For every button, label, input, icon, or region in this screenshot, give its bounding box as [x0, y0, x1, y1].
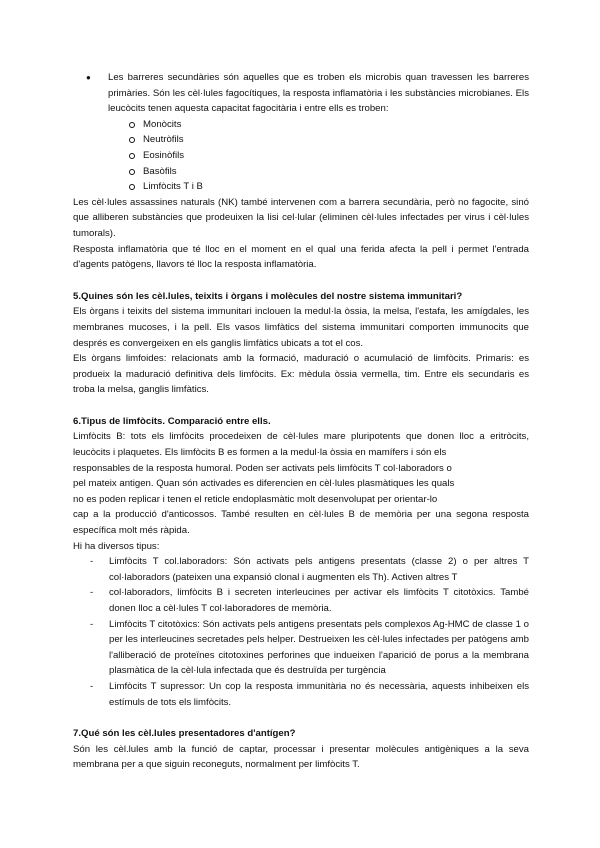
dash-bullet-icon: - — [90, 680, 94, 692]
b-lymphocytes-paragraph — [73, 429, 529, 538]
nk-cells-paragraph: Les cèl·lules assassines naturals (NK) també intervenen com a barrera secundària, però no fagocite, sinó que alliberen substàncies que prodeuixen la lisi cel·lular (eliminen cèl·lules infectades per virus i cèl·lules tumorals). — [73, 196, 529, 239]
section-5-paragraph-organs: Els òrgans i teixits del sistema immunitari inclouen la medul·la òssia, la melsa, l'estafa, les amígdales, les membranes mucoses, i la pell. Els vasos limfàtics del sistema immunitari comporten immunocits que després es convergeixen en els ganglis limfàtics ubicats a tot el cos. — [73, 306, 529, 349]
secondary-barriers-bullet — [73, 70, 529, 117]
circle-bullet-icon — [129, 184, 135, 190]
section-7-heading: 7.Qué són les cèl.lules presentadores d'antígen? — [73, 728, 296, 740]
circle-bullet-icon — [129, 169, 135, 175]
text-line: cap a la producció d'anticossos. També resulten en cèl·lules B de memòria per una segona resposta específica molt més ràpida. — [73, 509, 529, 537]
section-5-heading: 5.Quines són les cèl.lules, teixits i òrgans i molècules del nostre sistema immunitari? — [73, 290, 463, 302]
page-content — [73, 70, 529, 773]
section-6-heading: 6.Tipus de limfòcits. Comparació entre ells. — [73, 415, 271, 427]
list-item: Eosinòfils — [73, 148, 529, 164]
list-item: Neutròfils — [73, 132, 529, 148]
dash-bullet-icon: - — [90, 618, 94, 630]
list-item: Monòcits — [73, 117, 529, 133]
circle-bullet-icon — [129, 153, 135, 159]
list-item: - col·laboradors, limfòcits B i secreten interleucines per activar els limfòcits T citotòxics. També donen lloc a cèl·lules T col·laboradores de memòria. — [90, 587, 529, 614]
section-7-paragraph: Són les cèl.lules amb la funció de captar, processar i presentar molècules antigèniques a la seva membrana per a que siguin reconeguts, normalment per limfòcits T. — [73, 743, 529, 771]
text-line: pel mateix antigen. Quan són activades es diferencien en cèl·lules plasmàtiques les quals — [73, 478, 455, 490]
text-line: leucòcits i plaquetes. Els limfòcits B es formen a la medul·la òssia en mamífers i són els — [73, 447, 447, 459]
circle-bullet-icon — [129, 122, 135, 128]
dash-bullet-icon: - — [90, 556, 94, 568]
list-item: - Limfòcits T col.laboradors: Són activats pels antigens presentats (classe 2) o per altres T col·laboradors (pateixen una expansió clonal i augmenten els Th). Activen altres T — [90, 556, 529, 583]
text-line: Limfòcits B: tots els limfòcits procedeixen de cèl·lules mare pluripotents que donen lloc a eritròcits, — [73, 431, 529, 443]
text-line: responsables de la resposta humoral. Poden ser activats pels limfòcits T col·laboradors o — [73, 462, 452, 474]
types-intro: Hi ha diversos tipus: — [73, 540, 160, 552]
circle-bullet-icon — [129, 137, 135, 143]
bullet-dot-icon: ● — [86, 73, 91, 82]
list-item: - Limfòcits T supressor: Un cop la resposta immunitària no és necessària, aquests inhibeixen els estímuls de tots els limfòcits. — [90, 680, 529, 708]
list-item: - Limfòcits T citotòxics: Són activats pels antigens presentats pels complexos Ag-HMC de classe 1 o per les interleucines secretades pels helper. Destrueixen les cèl·lules infectades per patògens amb l'alliberació de proteïnes citotoxines perforines que indueixen l'aparició de porus a la membrana plasmàtica de la cèl·lula infectada que és destruïda per turgència — [90, 618, 529, 677]
dash-bullet-icon: - — [90, 587, 94, 599]
inflammation-paragraph: Resposta inflamatòria que té lloc en el moment en el qual una ferida afecta la pell i permet l'entrada d'agents patògens, llavors té lloc la resposta inflamatòria. — [73, 243, 529, 271]
leukocyte-list — [73, 117, 529, 195]
list-item: Limfòcits T i B — [73, 179, 529, 195]
section-5-paragraph-lymphoid: Els òrgans limfoides: relacionats amb la formació, maduració o acumulació de limfòcits. Primaris: es produeix la maduració definitiva dels limfòcits. Ex: mèdula òssia vermella, tim. Entre els secundaris es troba la melsa, ganglis limfàtics. — [73, 353, 529, 396]
t-lymphocyte-types-list — [73, 554, 529, 710]
list-item: Basòfils — [73, 164, 529, 180]
text-line: no es poden replicar i tenen el reticle endoplasmàtic molt desenvolupat per orientar-lo — [73, 493, 438, 505]
secondary-barriers-text: Les barreres secundàries són aquelles que es troben els microbis quan travessen les barreres primàries. Són les cèl·lules fagocítiques, la resposta inflamatòria i les substàncies microbianes. Els leucòcits tenen aquesta capacitat fagocitària i entre ells es troben: — [108, 72, 529, 115]
